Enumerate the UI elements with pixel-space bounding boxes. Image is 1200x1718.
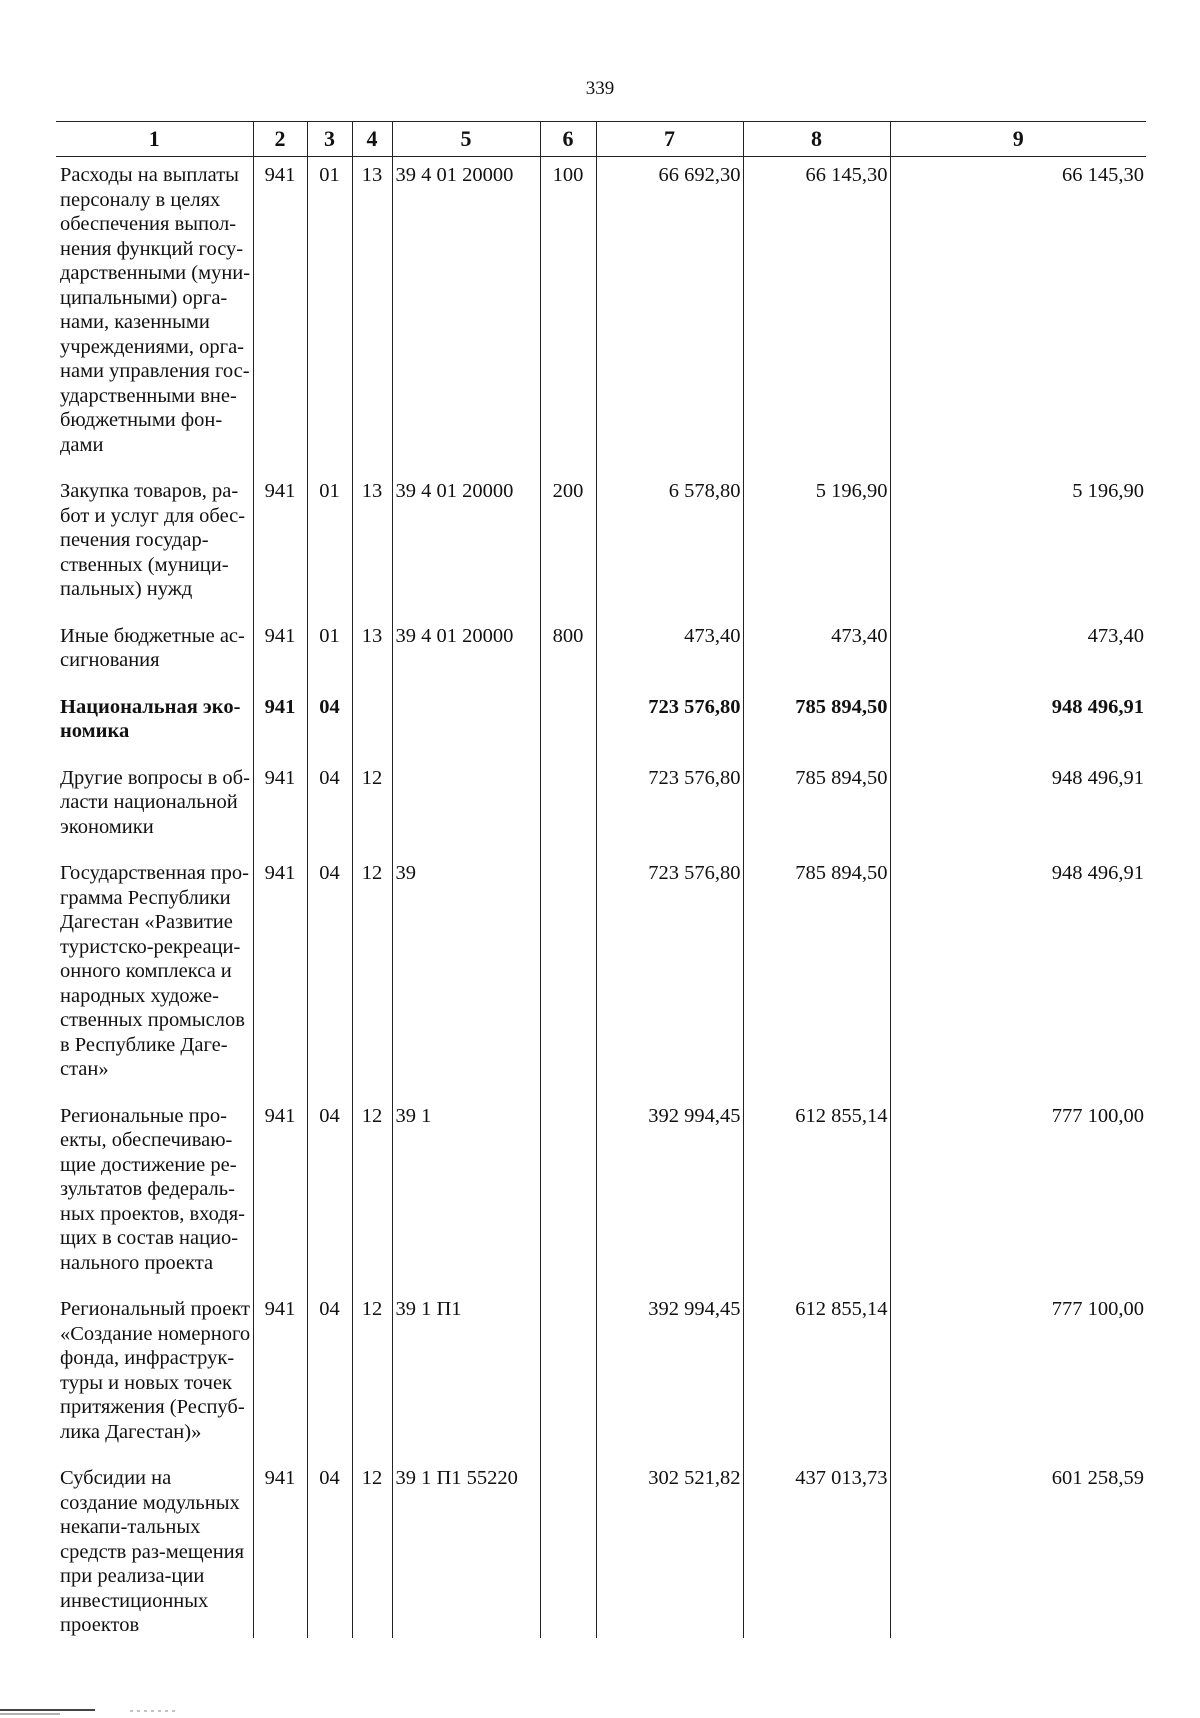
column-header: 9 xyxy=(890,122,1146,157)
amount-cell: 723 576,80 xyxy=(596,855,743,1098)
code-section-cell: 01 xyxy=(307,157,352,474)
table-row xyxy=(56,157,1146,474)
column-header: 4 xyxy=(352,122,392,157)
code-admin-cell: 941 xyxy=(253,1098,307,1292)
amount-cell: 66 145,30 xyxy=(743,157,890,474)
row-name-cell: Национальная эко-номика xyxy=(60,695,241,742)
code-target-cell: 39 xyxy=(392,855,540,1098)
code-admin-cell: 941 xyxy=(253,618,307,689)
code-target-cell: 39 1 П1 xyxy=(392,1291,540,1460)
code-section-cell: 04 xyxy=(307,1460,352,1638)
amount-cell: 5 196,90 xyxy=(890,473,1146,618)
amount-cell: 785 894,50 xyxy=(743,689,890,760)
amount-cell: 66 692,30 xyxy=(596,157,743,474)
code-admin-cell: 941 xyxy=(253,1460,307,1638)
code-section-cell: 04 xyxy=(307,855,352,1098)
amount-cell: 392 994,45 xyxy=(596,1098,743,1292)
code-target-cell: 39 4 01 20000 xyxy=(392,618,540,689)
code-section-cell: 01 xyxy=(307,618,352,689)
code-subsection-cell: 13 xyxy=(352,473,392,618)
code-admin-cell: 941 xyxy=(253,473,307,618)
code-subsection-cell: 13 xyxy=(352,618,392,689)
amount-cell: 302 521,82 xyxy=(596,1460,743,1638)
code-section-cell: 04 xyxy=(307,689,352,760)
code-subsection-cell: 12 xyxy=(352,1098,392,1292)
row-name-cell: Иные бюджетные ас-сигнования xyxy=(60,624,245,671)
row-name-cell: Расходы на выплаты персоналу в целях обеспечения выпол-нения функций госу-дарственными (муни-ципальными) орга-нами, казенными учреждениями, орга-нами управления гос-ударственными вне-бюджетными фон-дами xyxy=(60,164,251,456)
code-expense-type-cell xyxy=(540,1098,596,1292)
amount-cell: 66 145,30 xyxy=(890,157,1146,474)
amount-cell: 5 196,90 xyxy=(743,473,890,618)
header-row xyxy=(56,122,1146,157)
code-expense-type-cell: 800 xyxy=(540,618,596,689)
amount-cell: 723 576,80 xyxy=(596,760,743,856)
amount-cell: 473,40 xyxy=(596,618,743,689)
amount-cell: 473,40 xyxy=(890,618,1146,689)
row-name-cell: Закупка товаров, ра-бот и услуг для обес-печения государ-ственных (муници-пальных) нужд xyxy=(60,480,246,600)
table-row xyxy=(56,689,1146,760)
amount-cell: 392 994,45 xyxy=(596,1291,743,1460)
amount-cell: 948 496,91 xyxy=(890,760,1146,856)
code-expense-type-cell xyxy=(540,1291,596,1460)
code-expense-type-cell: 200 xyxy=(540,473,596,618)
code-target-cell: 39 4 01 20000 xyxy=(392,473,540,618)
row-name-cell: Региональный проект «Создание номерного фонда, инфраструк-туры и новых точек притяжения (Респуб-лика Дагестан)» xyxy=(60,1298,251,1443)
amount-cell: 777 100,00 xyxy=(890,1291,1146,1460)
code-subsection-cell: 12 xyxy=(352,1460,392,1638)
table-body xyxy=(56,157,1146,1638)
amount-cell: 473,40 xyxy=(743,618,890,689)
row-name-cell: Государственная про-грамма Республики Дагестан «Развитие туристско-рекреаци-онного комплекса и народных художе-ственных промыслов в Республике Даге-стан» xyxy=(60,862,249,1080)
column-header: 1 xyxy=(56,122,253,157)
code-section-cell: 04 xyxy=(307,760,352,856)
amount-cell: 785 894,50 xyxy=(743,760,890,856)
code-expense-type-cell xyxy=(540,855,596,1098)
column-header: 7 xyxy=(596,122,743,157)
amount-cell: 785 894,50 xyxy=(743,855,890,1098)
row-name-cell: Другие вопросы в об-ласти национальной экономики xyxy=(60,766,250,838)
table-row xyxy=(56,1460,1146,1638)
code-admin-cell: 941 xyxy=(253,1291,307,1460)
code-subsection-cell xyxy=(352,689,392,760)
table-row xyxy=(56,760,1146,856)
column-header: 3 xyxy=(307,122,352,157)
table-row xyxy=(56,473,1146,618)
table-row xyxy=(56,1098,1146,1292)
code-target-cell: 39 4 01 20000 xyxy=(392,157,540,474)
code-admin-cell: 941 xyxy=(253,157,307,474)
code-target-cell: 39 1 П1 55220 xyxy=(392,1460,540,1638)
budget-table xyxy=(56,121,1146,1638)
code-subsection-cell: 13 xyxy=(352,157,392,474)
code-expense-type-cell xyxy=(540,689,596,760)
amount-cell: 601 258,59 xyxy=(890,1460,1146,1638)
code-section-cell: 04 xyxy=(307,1291,352,1460)
code-target-cell xyxy=(392,760,540,856)
table-row xyxy=(56,1291,1146,1460)
column-header: 6 xyxy=(540,122,596,157)
code-expense-type-cell xyxy=(540,760,596,856)
amount-cell: 948 496,91 xyxy=(890,689,1146,760)
amount-cell: 437 013,73 xyxy=(743,1460,890,1638)
table-row xyxy=(56,855,1146,1098)
code-expense-type-cell: 100 xyxy=(540,157,596,474)
column-header: 5 xyxy=(392,122,540,157)
code-admin-cell: 941 xyxy=(253,760,307,856)
code-subsection-cell: 12 xyxy=(352,855,392,1098)
code-admin-cell: 941 xyxy=(253,689,307,760)
code-section-cell: 04 xyxy=(307,1098,352,1292)
amount-cell: 612 855,14 xyxy=(743,1098,890,1292)
code-section-cell: 01 xyxy=(307,473,352,618)
code-target-cell xyxy=(392,689,540,760)
column-header: 2 xyxy=(253,122,307,157)
row-name-cell: Субсидии на создание модульных некапи-тальных средств раз-мещения при реализа-ции инвестиционных проектов xyxy=(60,1467,245,1636)
amount-cell: 948 496,91 xyxy=(890,855,1146,1098)
code-subsection-cell: 12 xyxy=(352,1291,392,1460)
table-row xyxy=(56,618,1146,689)
code-expense-type-cell xyxy=(540,1460,596,1638)
amount-cell: 777 100,00 xyxy=(890,1098,1146,1292)
amount-cell: 723 576,80 xyxy=(596,689,743,760)
code-subsection-cell: 12 xyxy=(352,760,392,856)
amount-cell: 612 855,14 xyxy=(743,1291,890,1460)
scan-artifact-line xyxy=(0,1706,1200,1718)
page-number: 339 xyxy=(585,78,615,99)
code-admin-cell: 941 xyxy=(253,855,307,1098)
code-target-cell: 39 1 xyxy=(392,1098,540,1292)
row-name-cell: Региональные про-екты, обеспечиваю-щие достижение ре-зультатов федераль-ных проектов, входя-щих в состав нацио-нального проекта xyxy=(60,1104,245,1274)
amount-cell: 6 578,80 xyxy=(596,473,743,618)
column-header: 8 xyxy=(743,122,890,157)
